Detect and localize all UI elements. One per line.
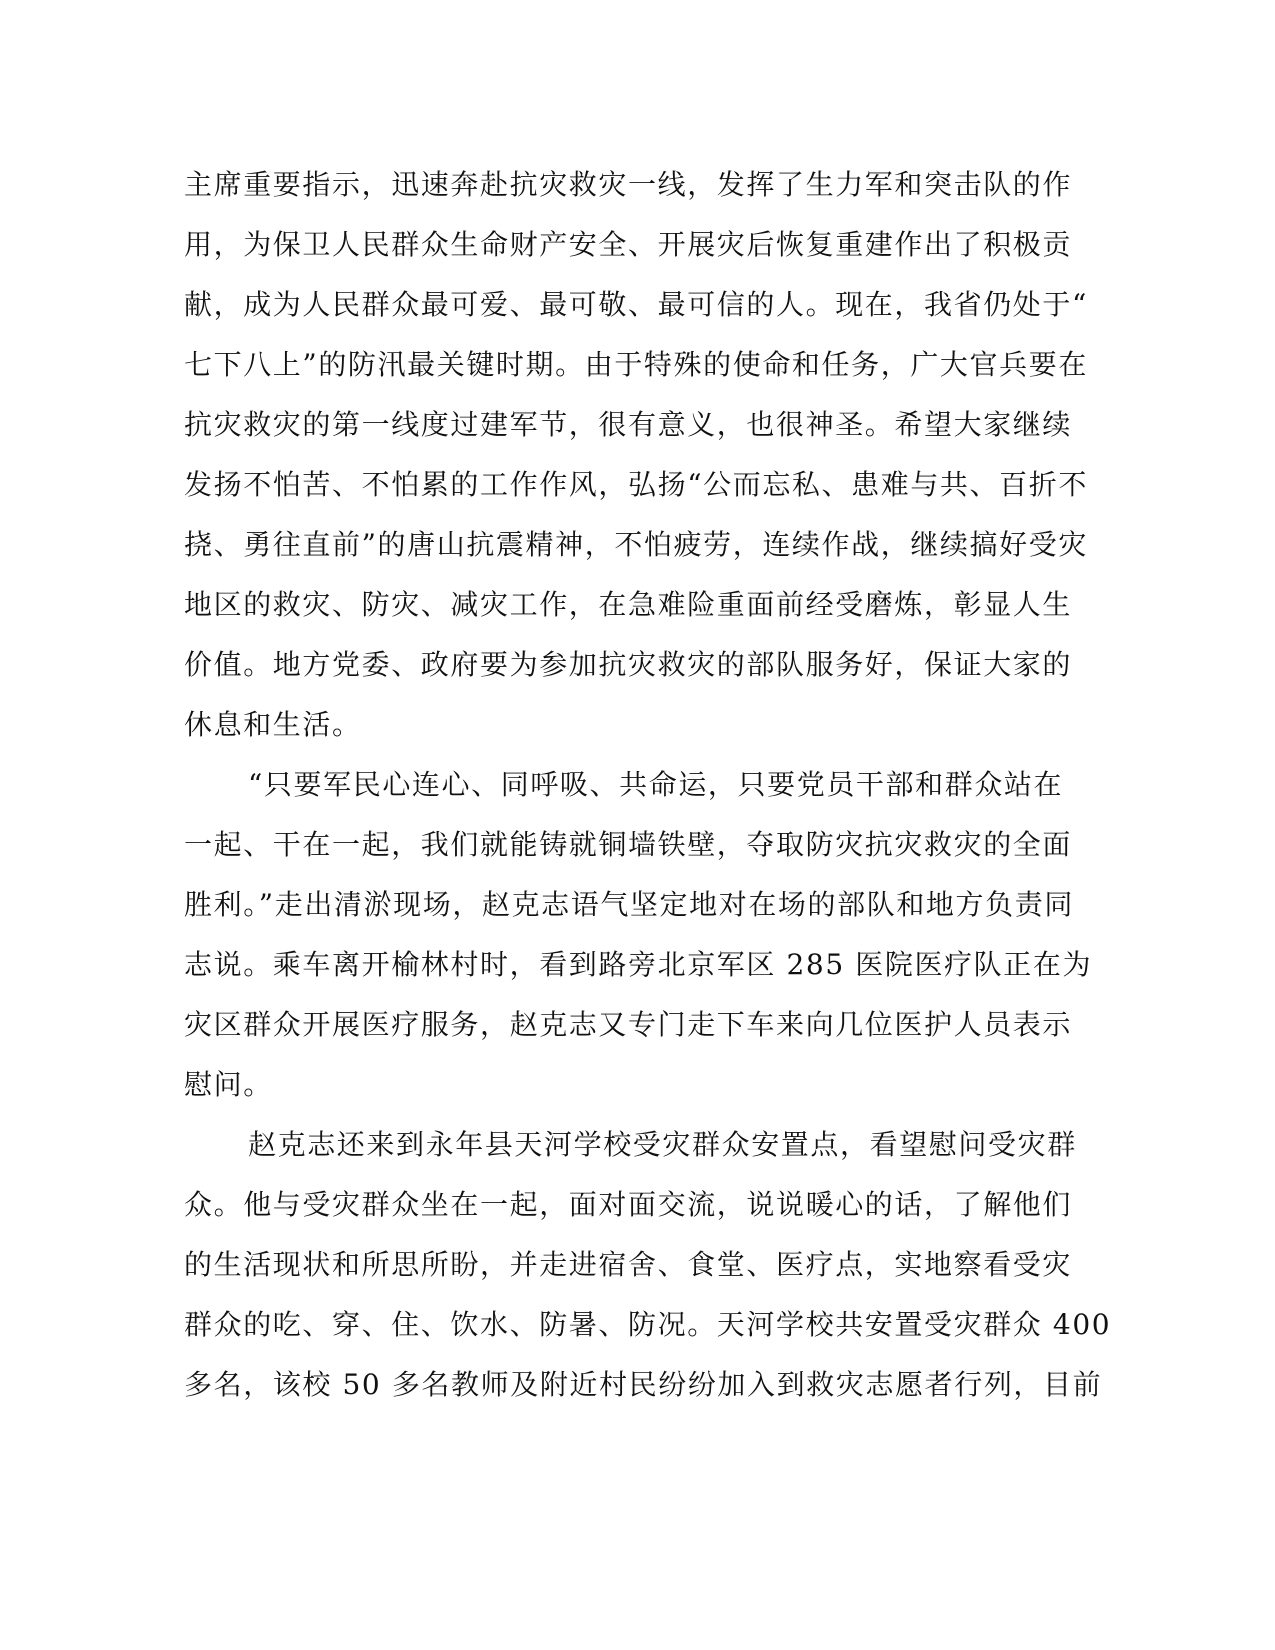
text-line: 抗灾救灾的第一线度过建军节，很有意义，也很神圣。希望大家继续	[184, 408, 1073, 441]
body-text	[184, 155, 1112, 1415]
text-line: 价值。地方党委、政府要为参加抗灾救灾的部队服务好，保证大家的	[184, 648, 1073, 681]
text-line: 多名，该校 50 多名教师及附近村民纷纷加入到救灾志愿者行列，目前	[184, 1368, 1103, 1401]
text-line: 七下八上”的防汛最关键时期。由于特殊的使命和任务，广大官兵要在	[184, 348, 1088, 381]
text-line: 慰问。	[184, 1068, 273, 1101]
text-line: 献，成为人民群众最可爱、最可敬、最可信的人。现在，我省仍处于“	[184, 288, 1088, 321]
paragraph-start-line: “只要军民心连心、同呼吸、共命运，只要党员干部和群众站在	[248, 768, 1064, 801]
text-line: 胜利。”走出清淤现场，赵克志语气坚定地对在场的部队和地方负责同	[184, 888, 1074, 921]
paragraph-start-line: 赵克志还来到永年县天河学校受灾群众安置点，看望慰问受灾群	[248, 1128, 1077, 1161]
text-line: 灾区群众开展医疗服务，赵克志又专门走下车来向几位医护人员表示	[184, 1008, 1073, 1041]
text-line: 发扬不怕苦、不怕累的工作作风，弘扬“公而忘私、患难与共、百折不	[184, 468, 1088, 501]
text-line: 地区的救灾、防灾、减灾工作，在急难险重面前经受磨炼，彰显人生	[184, 588, 1073, 621]
text-line: 挠、勇往直前”的唐山抗震精神，不怕疲劳，连续作战，继续搞好受灾	[184, 528, 1088, 561]
text-line: 众。他与受灾群众坐在一起，面对面交流，说说暖心的话，了解他们	[184, 1188, 1073, 1221]
text-line: 主席重要指示，迅速奔赴抗灾救灾一线，发挥了生力军和突击队的作	[184, 168, 1073, 201]
text-line: 的生活现状和所思所盼，并走进宿舍、食堂、医疗点，实地察看受灾	[184, 1248, 1073, 1281]
text-line: 一起、干在一起，我们就能铸就铜墙铁壁，夺取防灾抗灾救灾的全面	[184, 828, 1073, 861]
text-line: 用，为保卫人民群众生命财产安全、开展灾后恢复重建作出了积极贡	[184, 228, 1073, 261]
text-line: 休息和生活。	[184, 708, 362, 741]
text-line: 群众的吃、穿、住、饮水、防暑、防况。天河学校共安置受灾群众 400	[184, 1308, 1112, 1341]
text-line: 志说。乘车离开榆林村时，看到路旁北京军区 285 医院医疗队正在为	[184, 948, 1093, 981]
